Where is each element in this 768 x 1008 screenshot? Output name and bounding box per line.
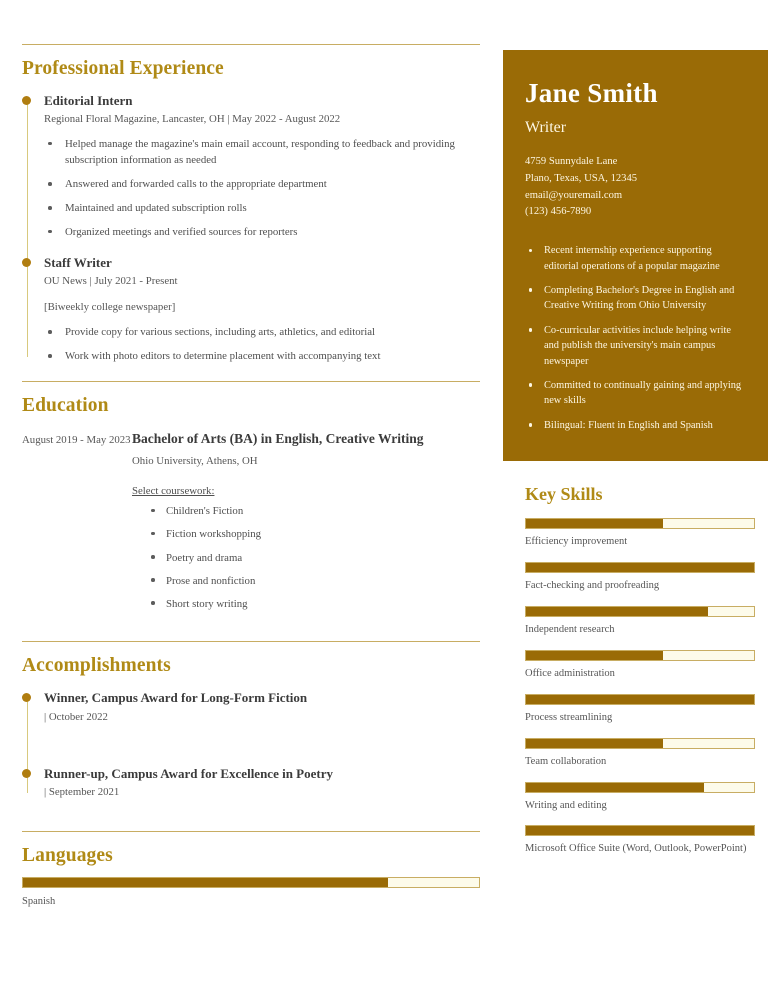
accomplishment-item — [44, 765, 480, 801]
section-title-languages: Languages — [22, 844, 113, 866]
education-degree: Bachelor of Arts (BA) in English, Creative Writing — [132, 430, 424, 446]
job-bullet: Provide copy for various sections, including arts, athletics, and editorial — [44, 324, 480, 341]
skill-item — [525, 694, 755, 726]
page-title: Jane Smith — [525, 78, 658, 108]
skill-level-fill — [526, 739, 663, 748]
accomplishments-timeline — [22, 689, 480, 800]
skill-label: Microsoft Office Suite (Word, Outlook, PowerPoint) — [525, 843, 747, 855]
job-role: Writer — [525, 119, 567, 137]
contact-street: 4759 Sunnydale Lane — [525, 156, 618, 168]
summary-item: Bilingual: Fluent in English and Spanish — [525, 418, 744, 433]
contact-block — [525, 154, 744, 221]
section-title-accomplishments: Accomplishments — [22, 655, 171, 677]
skill-label: Fact-checking and proofreading — [525, 579, 660, 591]
summary-item: Completing Bachelor's Degree in English and Creative Writing from Ohio University — [525, 283, 744, 314]
skill-level-bar — [525, 738, 755, 749]
section-title-education: Education — [22, 394, 109, 416]
summary-item: Recent internship experience supporting editorial operations of a popular magazine — [525, 243, 744, 274]
job-title: Editorial Intern — [44, 93, 133, 108]
skill-item — [525, 650, 755, 682]
experience-item — [44, 254, 480, 364]
accomplishment-title: Runner-up, Campus Award for Excellence in Poetry — [44, 765, 333, 781]
skill-level-fill — [526, 563, 754, 572]
profile-header — [503, 50, 768, 461]
job-bullet-list — [44, 136, 480, 241]
coursework-item: Short story writing — [148, 596, 480, 612]
coursework-list — [132, 503, 480, 612]
skill-label: Writing and editing — [525, 799, 607, 811]
job-meta: Regional Floral Magazine, Lancaster, OH | May 2022 - August 2022 — [44, 112, 341, 125]
skill-level-bar — [525, 650, 755, 661]
education-entry — [22, 429, 480, 619]
skill-level-bar — [525, 562, 755, 573]
education-details — [132, 429, 480, 619]
section-divider — [22, 381, 480, 382]
section-languages — [22, 831, 480, 909]
skill-level-fill — [526, 783, 704, 792]
skill-level-bar — [525, 606, 755, 617]
skill-level-bar — [525, 825, 755, 836]
coursework-label: Select coursework: — [132, 485, 215, 498]
timeline-line — [27, 697, 29, 792]
summary-item: Co-curricular activities include helping write and publish the university's main campus newspaper — [525, 323, 744, 369]
accomplishment-title: Winner, Campus Award for Long-Form Fiction — [44, 690, 308, 706]
skill-item — [525, 518, 755, 550]
section-key-skills — [503, 484, 768, 857]
right-column — [503, 50, 768, 869]
section-divider — [22, 641, 480, 642]
job-note: [Biweekly college newspaper] — [44, 301, 176, 314]
skill-level-bar — [525, 782, 755, 793]
timeline-line — [27, 100, 29, 357]
job-bullet: Organized meetings and verified sources for reporters — [44, 224, 480, 241]
language-item — [22, 877, 480, 909]
job-bullet: Helped manage the magazine's main email account, responding to feedback and providing subscription information as needed — [44, 136, 480, 169]
section-accomplishments — [22, 641, 480, 800]
education-school: Ohio University, Athens, OH — [132, 454, 258, 467]
skill-item — [525, 606, 755, 638]
coursework-item: Prose and nonfiction — [148, 573, 480, 589]
skill-label: Office administration — [525, 667, 615, 679]
coursework-item: Poetry and drama — [148, 550, 480, 566]
section-divider — [22, 44, 480, 45]
skill-item — [525, 738, 755, 770]
skill-level-fill — [526, 607, 708, 616]
section-title-key-skills: Key Skills — [525, 484, 603, 505]
skill-level-fill — [526, 651, 663, 660]
section-education — [22, 381, 480, 619]
job-bullet: Maintained and updated subscription rolls — [44, 200, 480, 217]
skill-label: Efficiency improvement — [525, 536, 628, 548]
skill-label: Independent research — [525, 623, 615, 635]
timeline-dot-icon — [22, 769, 31, 778]
job-title: Staff Writer — [44, 255, 112, 271]
experience-item — [44, 92, 480, 240]
language-label: Spanish — [22, 895, 56, 907]
skill-level-fill — [526, 519, 663, 528]
accomplishment-date: | October 2022 — [44, 710, 108, 723]
contact-email[interactable]: email@youremail.com — [525, 189, 623, 201]
skill-item — [525, 825, 755, 857]
skill-level-fill — [526, 695, 754, 704]
timeline-dot-icon — [22, 693, 31, 702]
job-bullet: Answered and forwarded calls to the appropriate department — [44, 176, 480, 193]
job-bullet-list — [44, 324, 480, 364]
skill-item — [525, 782, 755, 814]
coursework-item: Children's Fiction — [148, 503, 480, 519]
skill-level-fill — [526, 826, 754, 835]
contact-phone[interactable]: (123) 456-7890 — [525, 206, 592, 218]
job-bullet: Work with photo editors to determine placement with accompanying text — [44, 348, 480, 365]
education-date-range: August 2019 - May 2023 — [22, 433, 131, 446]
coursework-item: Fiction workshopping — [148, 526, 480, 542]
summary-list — [525, 243, 744, 433]
timeline-dot-icon — [22, 96, 31, 105]
timeline-dot-icon — [22, 258, 31, 267]
experience-timeline — [22, 92, 480, 365]
skill-item — [525, 562, 755, 594]
accomplishment-date: | September 2021 — [44, 786, 120, 799]
skill-label: Process streamlining — [525, 711, 613, 723]
section-divider — [22, 831, 480, 832]
skill-label: Team collaboration — [525, 755, 607, 767]
language-level-bar — [22, 877, 480, 888]
skill-level-bar — [525, 694, 755, 705]
skill-level-bar — [525, 518, 755, 529]
language-level-fill — [23, 878, 388, 887]
accomplishment-item — [44, 689, 480, 725]
summary-item: Committed to continually gaining and applying new skills — [525, 378, 744, 409]
section-title-professional-experience: Professional Experience — [22, 58, 224, 79]
section-professional-experience — [22, 44, 480, 365]
contact-city: Plano, Texas, USA, 12345 — [525, 172, 638, 184]
left-column — [22, 44, 480, 909]
job-meta: OU News | July 2021 - Present — [44, 274, 178, 287]
